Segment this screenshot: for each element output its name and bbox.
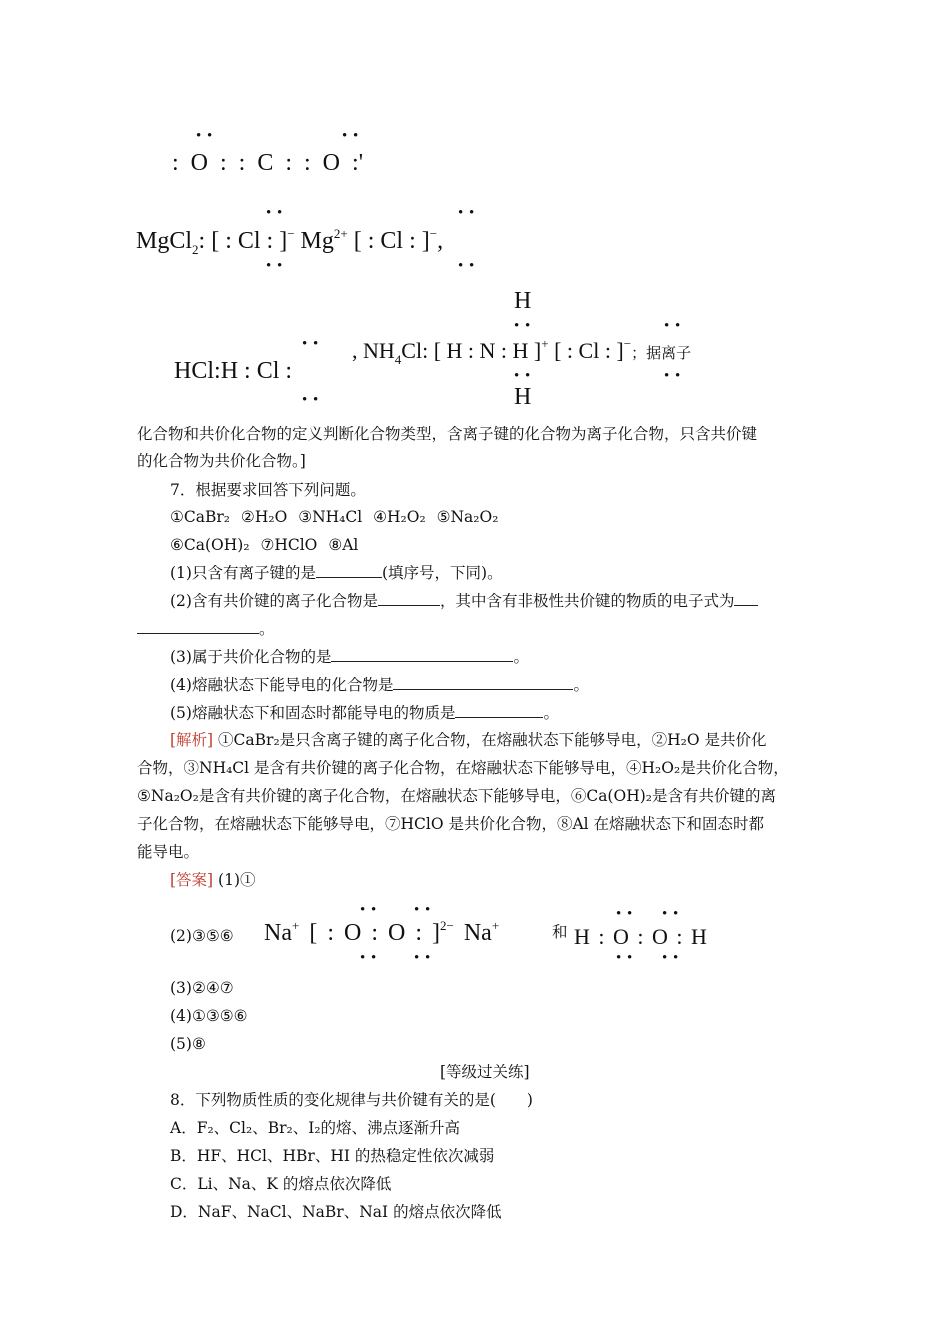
dot-pair: • • bbox=[266, 205, 284, 221]
charge-minus: − bbox=[623, 336, 632, 351]
chloride-ion: : Cl : bbox=[225, 228, 274, 254]
mgcl2-subscript: 2 bbox=[192, 242, 199, 257]
comma: , bbox=[437, 228, 444, 254]
bracket-right: ] bbox=[279, 228, 288, 254]
sub-question-text: (1)只含有离子键的是 bbox=[170, 564, 316, 582]
dot-pair: • • bbox=[414, 950, 432, 966]
sub-question-2-continued bbox=[137, 619, 275, 639]
dot-pair: • • bbox=[458, 205, 476, 221]
question-8-option-d[interactable]: D．NaF、NaCl、NaBr、NaI 的熔点依次降低 bbox=[170, 1203, 502, 1221]
question-7-options: ⑥Ca(OH)₂ ⑦HClO ⑧Al bbox=[170, 536, 359, 554]
answer-blank[interactable] bbox=[393, 675, 573, 690]
question-8-option-b[interactable]: B．HF、HCl、HBr、HI 的热稳定性依次减弱 bbox=[170, 1147, 495, 1165]
dot-pair: • • bbox=[196, 128, 214, 144]
analysis-first-line bbox=[170, 730, 767, 750]
sub-question-text: 。 bbox=[513, 648, 529, 666]
mgcl2-lewis-structure bbox=[136, 228, 443, 255]
answer-blank[interactable] bbox=[331, 647, 513, 662]
sodium-ion: Na bbox=[264, 920, 292, 946]
hcl-lewis-structure bbox=[174, 358, 292, 385]
sub-question-text: ，其中含有非极性共价键的物质的电子式为 bbox=[439, 592, 735, 610]
mgcl2-label: MgCl bbox=[136, 228, 193, 254]
question-7-options: ①CaBr₂ ②H₂O ③NH₄Cl ④H₂O₂ ⑤Na₂O₂ bbox=[170, 508, 499, 526]
dot-pair: • • bbox=[664, 368, 682, 384]
nh4cl-label-cl: Cl bbox=[401, 338, 423, 363]
sub-question-5 bbox=[170, 703, 559, 723]
nh4-subscript: 4 bbox=[394, 352, 402, 367]
answer-2-label: (2)③⑤⑥ bbox=[170, 927, 234, 945]
question-8-option-c[interactable]: C．Li、Na、K 的熔点依次降低 bbox=[170, 1175, 392, 1193]
dot-pair: • • bbox=[302, 392, 320, 408]
magnesium-ion: Mg bbox=[300, 228, 334, 254]
h2o2-lewis-structure: H : O : O : H bbox=[574, 924, 707, 949]
dot-pair: • • bbox=[514, 368, 532, 384]
answer-text: (1)① bbox=[218, 871, 256, 889]
answer-blank[interactable] bbox=[455, 703, 543, 718]
answer-blank[interactable] bbox=[734, 591, 758, 606]
nh4cl-lewis-structure bbox=[352, 336, 692, 367]
charge-minus: − bbox=[287, 226, 295, 241]
dot-pair: • • bbox=[266, 258, 284, 274]
colon: : bbox=[422, 338, 429, 363]
colon: : bbox=[198, 228, 206, 254]
charge-2minus: 2− bbox=[440, 918, 454, 933]
hcl-label: HCl bbox=[174, 358, 215, 384]
charge-plus: + bbox=[541, 336, 549, 351]
nh4-bottom-hydrogen: H bbox=[514, 384, 532, 410]
answer-blank[interactable] bbox=[316, 563, 382, 578]
sub-question-text: 。 bbox=[259, 620, 275, 638]
peroxide-ion: : O : O : bbox=[327, 920, 422, 946]
conjunction-and: 和 bbox=[552, 923, 568, 941]
answer-3: (3)②④⑦ bbox=[170, 979, 234, 997]
answer-blank[interactable] bbox=[378, 591, 440, 606]
dot-pair: • • bbox=[458, 258, 476, 274]
lone-pair: : bbox=[285, 358, 293, 384]
question-8-stem: 8．下列物质性质的变化规律与共价键有关的是( ) bbox=[170, 1091, 533, 1109]
dot-pair: • • bbox=[664, 318, 682, 334]
charge-2plus: 2+ bbox=[333, 226, 348, 241]
question-7-stem: 7．根据要求回答下列问题。 bbox=[170, 481, 366, 499]
bracket-left: [ bbox=[309, 920, 318, 946]
colon: : bbox=[214, 358, 221, 384]
sub-question-text: (4)熔融状态下能导电的化合物是 bbox=[170, 676, 394, 694]
section-title: [等级过关练] bbox=[440, 1063, 530, 1081]
bracket-right: ] bbox=[432, 920, 440, 946]
chlorine: Cl bbox=[256, 358, 280, 384]
dot-pair: • • bbox=[662, 950, 680, 966]
analysis-tag: [解析] bbox=[170, 731, 214, 749]
analysis-line: 子化合物，在熔融状态下能够导电，⑦HClO 是共价化合物，⑧Al 在熔融状态下和固态时都 bbox=[137, 815, 765, 833]
chloride-ion: : Cl : bbox=[367, 228, 416, 254]
dot-pair: • • bbox=[360, 950, 378, 966]
analysis-line: ⑤Na₂O₂是含有共价键的离子化合物，在熔融状态下能够导电，⑥Ca(OH)₂是含有共价键的离 bbox=[137, 787, 776, 805]
answer-first-line bbox=[170, 870, 256, 890]
answer-blank[interactable] bbox=[137, 619, 259, 634]
co2-end-mark: ' bbox=[358, 150, 364, 176]
charge-minus: − bbox=[429, 226, 438, 241]
ammonium-ion: [ H : N : H ] bbox=[433, 338, 542, 363]
dot-pair: • • bbox=[616, 950, 634, 966]
inline-text: ；据离子 bbox=[631, 344, 692, 362]
answer-5: (5)⑧ bbox=[170, 1035, 206, 1053]
charge-plus: + bbox=[291, 918, 300, 933]
dot-pair: • • bbox=[342, 128, 360, 144]
nh4-top-hydrogen: H bbox=[514, 288, 532, 314]
sub-question-4 bbox=[170, 675, 589, 695]
sub-question-text: (5)熔融状态下和固态时都能导电的物质是 bbox=[170, 704, 456, 722]
sodium-ion: Na bbox=[463, 920, 492, 946]
bracket-left: [ bbox=[211, 228, 220, 254]
analysis-line: 合物，③NH₄Cl 是含有共价键的离子化合物，在熔融状态下能够导电，④H₂O₂是共价化合物， bbox=[137, 759, 789, 777]
dot-pair: • • bbox=[302, 336, 320, 352]
sub-question-text: (填序号，下同)。 bbox=[381, 564, 503, 582]
dot-pair: • • bbox=[616, 906, 634, 922]
analysis-line: 的化合物为共价化合物。] bbox=[137, 452, 306, 470]
chloride-ion: [ : Cl : ] bbox=[554, 338, 624, 363]
dot-pair: • • bbox=[360, 902, 378, 918]
na2o2-lewis-structure bbox=[264, 920, 499, 947]
co2-formula: : O : : C : : O : bbox=[172, 150, 359, 176]
sub-question-text: 。 bbox=[543, 704, 559, 722]
sub-question-text: 。 bbox=[573, 676, 589, 694]
dot-pair: • • bbox=[514, 318, 532, 334]
bracket-left: [ bbox=[353, 228, 362, 254]
charge-plus: + bbox=[491, 918, 500, 933]
sub-question-3 bbox=[170, 647, 529, 667]
shared-pair: : bbox=[244, 358, 251, 384]
answer-4: (4)①③⑤⑥ bbox=[170, 1007, 248, 1025]
sub-question-text: (3)属于共价化合物的是 bbox=[170, 648, 332, 666]
dot-pair: • • bbox=[662, 906, 680, 922]
sub-question-2 bbox=[170, 591, 758, 611]
question-8-option-a[interactable]: A．F₂、Cl₂、Br₂、I₂的熔、沸点逐渐升高 bbox=[170, 1119, 461, 1137]
nh4cl-label: NH bbox=[363, 338, 395, 363]
analysis-line: 能导电。 bbox=[137, 843, 200, 861]
dot-pair: • • bbox=[414, 902, 432, 918]
analysis-line: 化合物和共价化合物的定义判断化合物类型，含离子键的化合物为离子化合物，只含共价键 bbox=[137, 425, 758, 443]
analysis-text: ①CaBr₂是只含离子键的离子化合物，在熔融状态下能够导电，②H₂O 是共价化 bbox=[218, 731, 767, 749]
hydrogen: H bbox=[220, 358, 239, 384]
comma: , bbox=[352, 338, 358, 363]
sub-question-text: (2)含有共价键的离子化合物是 bbox=[170, 592, 378, 610]
co2-lewis-structure bbox=[172, 150, 363, 177]
bracket-right: ] bbox=[421, 228, 430, 254]
answer-tag: [答案] bbox=[170, 871, 214, 889]
sub-question-1 bbox=[170, 563, 503, 583]
